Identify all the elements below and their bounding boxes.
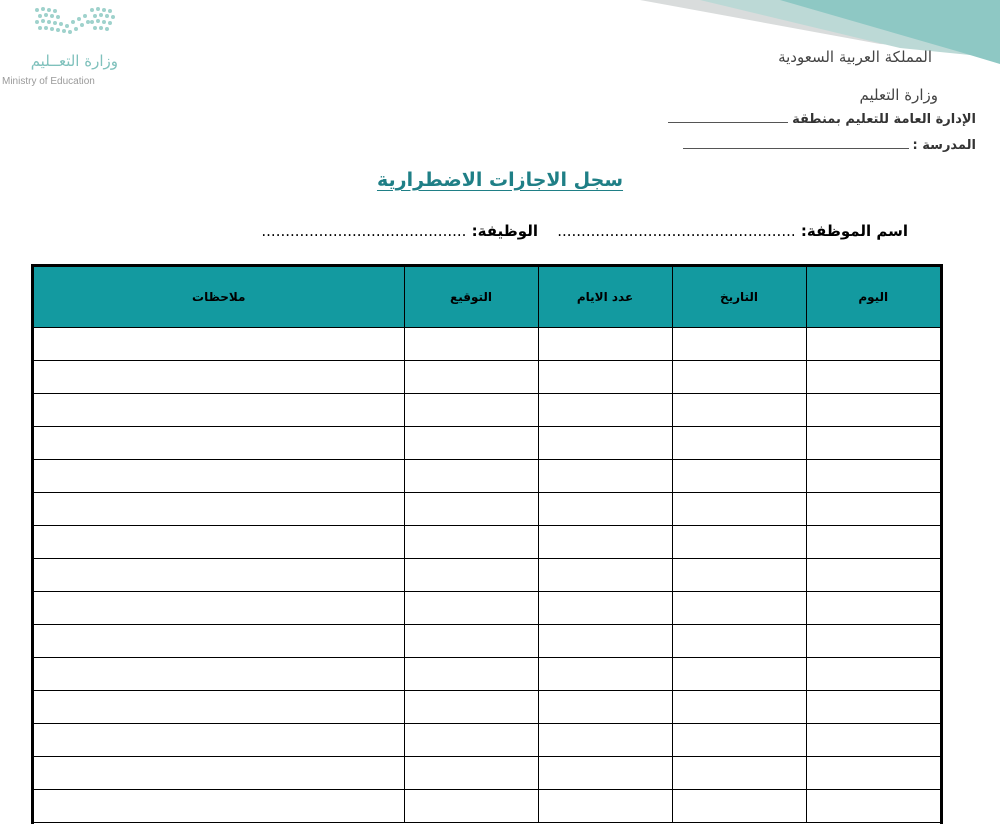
- days-count-cell[interactable]: [538, 724, 672, 757]
- days-count-cell[interactable]: [538, 493, 672, 526]
- notes-cell[interactable]: [34, 493, 404, 526]
- date-cell[interactable]: [672, 724, 806, 757]
- date-cell[interactable]: [672, 691, 806, 724]
- school-label: المدرسة :: [912, 138, 976, 153]
- table-row: [34, 691, 940, 724]
- table-row: [34, 394, 940, 427]
- table-row: [34, 328, 940, 361]
- table-row: [34, 724, 940, 757]
- signature-cell[interactable]: [404, 724, 538, 757]
- notes-cell[interactable]: [34, 592, 404, 625]
- day-cell[interactable]: [806, 493, 940, 526]
- date-cell[interactable]: [672, 625, 806, 658]
- notes-cell[interactable]: [34, 526, 404, 559]
- day-cell[interactable]: [806, 394, 940, 427]
- date-cell[interactable]: [672, 757, 806, 790]
- table-row: [34, 526, 940, 559]
- day-cell[interactable]: [806, 526, 940, 559]
- notes-cell[interactable]: [34, 790, 404, 823]
- directorate-line: [668, 112, 976, 127]
- leave-record-table: [31, 264, 943, 824]
- days-count-cell[interactable]: [538, 691, 672, 724]
- date-cell[interactable]: [672, 559, 806, 592]
- job-label: الوظيفة:: [471, 222, 538, 240]
- table-row: [34, 592, 940, 625]
- day-cell[interactable]: [806, 724, 940, 757]
- day-cell[interactable]: [806, 361, 940, 394]
- notes-cell[interactable]: [34, 394, 404, 427]
- days-count-cell[interactable]: [538, 328, 672, 361]
- days-count-cell[interactable]: [538, 658, 672, 691]
- days-count-cell[interactable]: [538, 625, 672, 658]
- signature-cell[interactable]: [404, 691, 538, 724]
- signature-cell[interactable]: [404, 526, 538, 559]
- notes-cell[interactable]: [34, 658, 404, 691]
- date-cell[interactable]: [672, 361, 806, 394]
- signature-cell[interactable]: [404, 757, 538, 790]
- signature-cell[interactable]: [404, 559, 538, 592]
- signature-cell[interactable]: [404, 460, 538, 493]
- table-row: [34, 559, 940, 592]
- notes-cell[interactable]: [34, 757, 404, 790]
- table-row: [34, 757, 940, 790]
- day-cell[interactable]: [806, 592, 940, 625]
- date-cell[interactable]: [672, 592, 806, 625]
- school-blank[interactable]: [683, 148, 909, 149]
- notes-cell[interactable]: [34, 724, 404, 757]
- table-row: [34, 493, 940, 526]
- day-cell[interactable]: [806, 790, 940, 823]
- logo-name-english: Ministry of Education: [2, 76, 95, 87]
- date-cell[interactable]: [672, 460, 806, 493]
- directorate-label: الإدارة العامة للتعليم بمنطقة: [792, 112, 976, 127]
- ministry-logo: [0, 0, 170, 100]
- column-header-days-count: عدد الايام: [538, 267, 672, 328]
- signature-cell[interactable]: [404, 394, 538, 427]
- day-cell[interactable]: [806, 427, 940, 460]
- days-count-cell[interactable]: [538, 526, 672, 559]
- page-title: [0, 169, 1000, 191]
- day-cell[interactable]: [806, 328, 940, 361]
- days-count-cell[interactable]: [538, 757, 672, 790]
- table-header-row: [34, 267, 940, 328]
- days-count-cell[interactable]: [538, 394, 672, 427]
- signature-cell[interactable]: [404, 328, 538, 361]
- day-cell[interactable]: [806, 559, 940, 592]
- day-cell[interactable]: [806, 625, 940, 658]
- logo-dots-mark: [0, 0, 170, 52]
- table-row: [34, 625, 940, 658]
- date-cell[interactable]: [672, 526, 806, 559]
- notes-cell[interactable]: [34, 460, 404, 493]
- day-cell[interactable]: [806, 757, 940, 790]
- table-row: [34, 427, 940, 460]
- days-count-cell[interactable]: [538, 559, 672, 592]
- notes-cell[interactable]: [34, 691, 404, 724]
- notes-cell[interactable]: [34, 625, 404, 658]
- signature-cell[interactable]: [404, 361, 538, 394]
- column-header-notes: ملاحظات: [34, 267, 404, 328]
- column-header-signature: التوقيع: [404, 267, 538, 328]
- notes-cell[interactable]: [34, 361, 404, 394]
- date-cell[interactable]: [672, 493, 806, 526]
- day-cell[interactable]: [806, 460, 940, 493]
- signature-cell[interactable]: [404, 790, 538, 823]
- column-header-date: التاريخ: [672, 267, 806, 328]
- signature-cell[interactable]: [404, 592, 538, 625]
- employee-name-label: اسم الموظفة:: [800, 222, 908, 240]
- day-cell[interactable]: [806, 691, 940, 724]
- notes-cell[interactable]: [34, 328, 404, 361]
- employee-fields: [261, 222, 908, 240]
- days-count-cell[interactable]: [538, 790, 672, 823]
- signature-cell[interactable]: [404, 625, 538, 658]
- column-header-day: اليوم: [806, 267, 940, 328]
- logo-name-arabic: وزارة التعــليم: [30, 52, 118, 70]
- notes-cell[interactable]: [34, 427, 404, 460]
- days-count-cell[interactable]: [538, 460, 672, 493]
- notes-cell[interactable]: [34, 559, 404, 592]
- page-title-text: سجل الاجازات الاضطرارية: [376, 169, 624, 191]
- days-count-cell[interactable]: [538, 592, 672, 625]
- date-cell[interactable]: [672, 328, 806, 361]
- school-line: [683, 138, 976, 153]
- table-row: [34, 658, 940, 691]
- signature-cell[interactable]: [404, 427, 538, 460]
- job-field[interactable]: ...........................................: [261, 222, 467, 240]
- directorate-blank[interactable]: [668, 122, 788, 123]
- date-cell[interactable]: [672, 427, 806, 460]
- ministry-line: وزارة التعليم: [859, 86, 938, 104]
- days-count-cell[interactable]: [538, 427, 672, 460]
- table-row: [34, 361, 940, 394]
- date-cell[interactable]: [672, 658, 806, 691]
- signature-cell[interactable]: [404, 658, 538, 691]
- table-row: [34, 460, 940, 493]
- employee-name-field[interactable]: ..................................................: [557, 222, 796, 240]
- signature-cell[interactable]: [404, 493, 538, 526]
- kingdom-line: المملكة العربية السعودية: [778, 48, 932, 66]
- date-cell[interactable]: [672, 394, 806, 427]
- days-count-cell[interactable]: [538, 361, 672, 394]
- date-cell[interactable]: [672, 790, 806, 823]
- day-cell[interactable]: [806, 658, 940, 691]
- table-row: [34, 790, 940, 823]
